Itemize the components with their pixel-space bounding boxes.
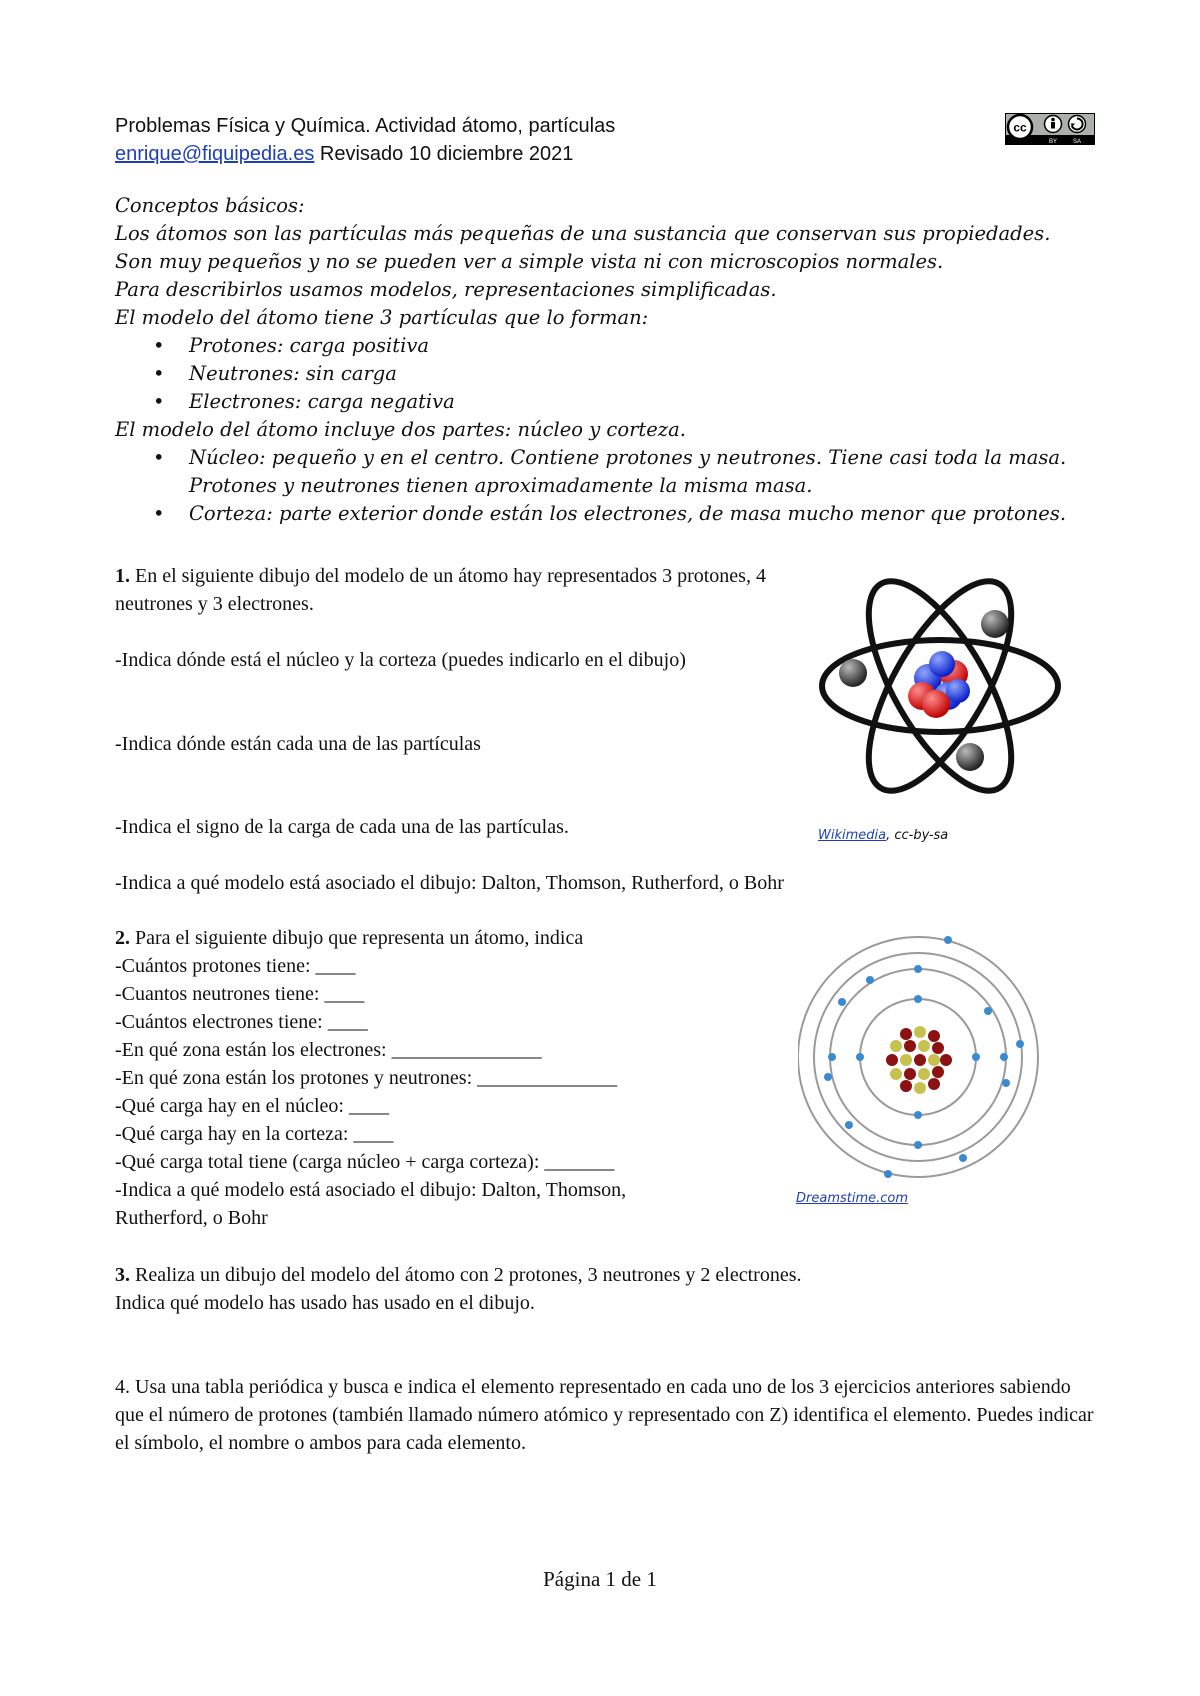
- concepts-line: Los átomos son las partículas más pequeñas de una sustancia que conservan sus propiedades.: [115, 222, 1051, 245]
- list-item: • Corteza: parte exterior donde están los electrones, de masa mucho menor que protones.: [115, 500, 1075, 528]
- exercise-text: Indica qué modelo has usado has usado en el dibujo.: [115, 1292, 535, 1314]
- exercise-1-q1: -Indica dónde está el núcleo y la corteza (puedes indicarlo en el dibujo): [115, 649, 686, 671]
- exercise-3: [115, 1261, 802, 1317]
- question-line: Rutherford, o Bohr: [115, 1207, 268, 1229]
- particles-list: [115, 332, 1075, 416]
- concepts-line: El modelo del átomo incluye dos partes: núcleo y corteza.: [115, 418, 686, 441]
- cc-by-sa-icon[interactable]: [1005, 113, 1095, 145]
- svg-text:BY: BY: [1048, 139, 1058, 145]
- dreamstime-link[interactable]: Dreamstime.com: [796, 1191, 909, 1206]
- svg-text:cc: cc: [1013, 120, 1027, 135]
- concepts-line: El modelo del átomo tiene 3 partículas que lo forman:: [115, 306, 649, 329]
- atom-orbital-model-icon: [818, 556, 1063, 821]
- basic-concepts: [115, 192, 1075, 528]
- question-line: -En qué zona están los protones y neutrones: ______________: [115, 1067, 618, 1089]
- exercise-text: 4. Usa una tabla periódica y busca e indica el elemento representado en cada uno de los 3 ejercicios anteriores sabiendo que el número de protones (también llamado número atómico y representado con Z) identifica el elemento. Puedes indicar el símbolo, el nombre o ambos para cada elemento.: [115, 1376, 1094, 1454]
- question-line: -Qué carga total tiene (carga núcleo + carga corteza): _______: [115, 1151, 615, 1173]
- list-item: • Protones: carga positiva: [115, 332, 1075, 360]
- exercise-2: [115, 924, 626, 1232]
- author-revision-line: [115, 140, 615, 168]
- exercise-1-figure-credit: Wikimedia, cc-by-sa: [818, 828, 949, 843]
- exercise-2-figure-credit: [796, 1191, 908, 1206]
- question-line: -Cuántos protones tiene: ____: [115, 955, 356, 977]
- question-line: -Cuantos neutrones tiene: ____: [115, 983, 365, 1005]
- document-title: Problemas Física y Química. Actividad átomo, partículas: [115, 115, 616, 137]
- question-line: -En qué zona están los electrones: _______________: [115, 1039, 542, 1061]
- exercise-4: [115, 1373, 1095, 1457]
- exercise-1-q3: -Indica el signo de la carga de cada una de las partículas.: [115, 816, 569, 838]
- exercise-number: 1.: [115, 565, 130, 587]
- concepts-line: Son muy pequeños y no se pueden ver a simple vista ni con microscopios normales.: [115, 250, 944, 273]
- exercise-number: 2.: [115, 927, 130, 949]
- parts-list: [115, 444, 1075, 528]
- question-line: -Qué carga hay en la corteza: ____: [115, 1123, 394, 1145]
- concepts-line: Para describirlos usamos modelos, representaciones simplificadas.: [115, 278, 777, 301]
- exercise-1-statement: [115, 562, 815, 618]
- exercise-text: Realiza un dibujo del modelo del átomo con 2 protones, 3 neutrones y 2 electrones.: [135, 1264, 802, 1286]
- document-header: [115, 112, 615, 168]
- concepts-heading: Conceptos básicos:: [115, 194, 305, 217]
- list-item: • Núcleo: pequeño y en el centro. Contiene protones y neutrones. Tiene casi toda la masa. Protones y neutrones tienen aproximadamente la misma masa.: [115, 444, 1075, 500]
- exercise-text: En el siguiente dibujo del modelo de un átomo hay representados 3 protones, 4 neutrones y 3 electrones.: [115, 565, 766, 615]
- wikimedia-link[interactable]: Wikimedia: [818, 828, 887, 843]
- question-line: -Indica a qué modelo está asociado el dibujo: Dalton, Thomson,: [115, 1179, 627, 1201]
- exercise-text: Para el siguiente dibujo que representa un átomo, indica: [135, 927, 584, 949]
- atom-shell-model-icon: [798, 932, 1048, 1182]
- page-number: Página 1 de 1: [543, 1567, 657, 1591]
- revision-date: Revisado 10 diciembre 2021: [319, 143, 574, 165]
- svg-text:SA: SA: [1072, 139, 1082, 145]
- author-email-link[interactable]: enrique@fiquipedia.es: [115, 143, 315, 165]
- list-item: • Neutrones: sin carga: [115, 360, 1075, 388]
- question-line: -Cuántos electrones tiene: ____: [115, 1011, 368, 1033]
- exercise-1-q4: -Indica a qué modelo está asociado el dibujo: Dalton, Thomson, Rutherford, o Bohr: [115, 872, 784, 894]
- exercise-1-q2: -Indica dónde están cada una de las partículas: [115, 733, 481, 755]
- list-item: • Electrones: carga negativa: [115, 388, 1075, 416]
- question-line: -Qué carga hay en el núcleo: ____: [115, 1095, 389, 1117]
- exercise-number: 3.: [115, 1264, 130, 1286]
